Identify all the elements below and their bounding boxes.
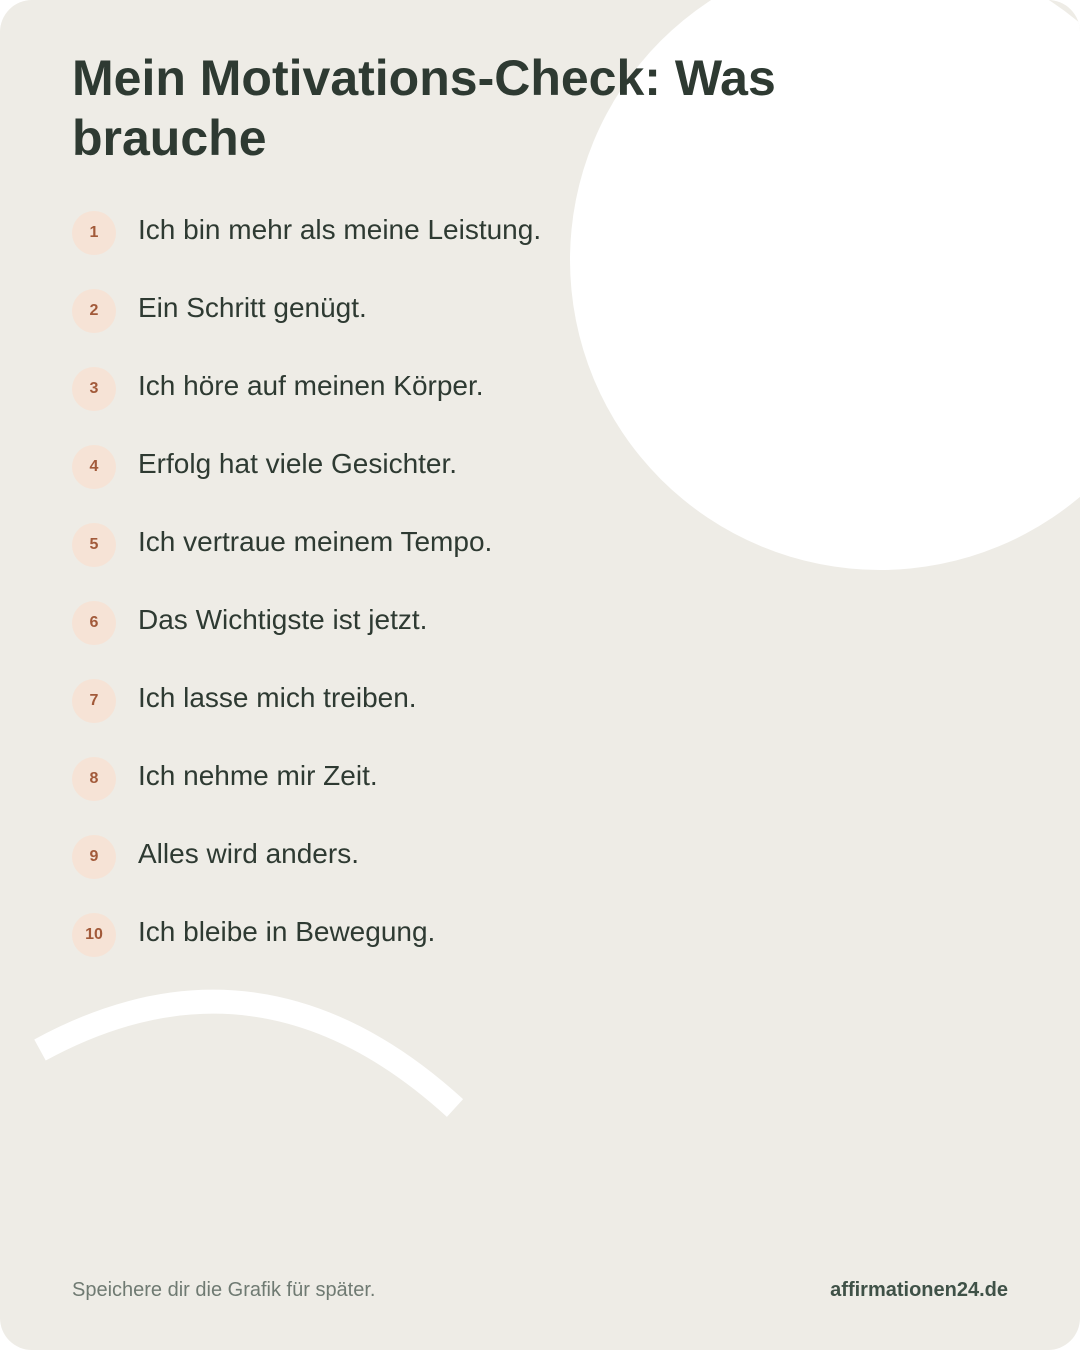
number-badge: 4 bbox=[72, 445, 116, 489]
number-badge: 5 bbox=[72, 523, 116, 567]
list-item bbox=[72, 442, 541, 520]
affirmation-text: Erfolg hat viele Gesichter. bbox=[138, 448, 458, 479]
number-badge: 3 bbox=[72, 367, 116, 411]
list-item bbox=[72, 520, 541, 598]
number-badge: 2 bbox=[72, 289, 116, 333]
number-badge: 8 bbox=[72, 757, 116, 801]
footer-brand: affirmationen24.de bbox=[830, 1279, 1008, 1301]
page-title: Mein Motivations-Check: Was brauche bbox=[72, 50, 776, 166]
number-badge: 10 bbox=[72, 913, 116, 957]
list-item bbox=[72, 910, 541, 988]
affirmation-text: Ich lasse mich treiben. bbox=[138, 682, 417, 713]
affirmation-list bbox=[72, 208, 541, 988]
list-item bbox=[72, 364, 541, 442]
list-item bbox=[72, 208, 541, 286]
affirmation-text: Ich höre auf meinen Körper. bbox=[138, 370, 484, 401]
affirmation-text: Ich vertraue meinem Tempo. bbox=[138, 526, 493, 557]
affirmation-text: Das Wichtigste ist jetzt. bbox=[138, 604, 428, 635]
affirmation-text: Ich bleibe in Bewegung. bbox=[138, 916, 436, 947]
number-badge: 9 bbox=[72, 835, 116, 879]
footer-note: Speichere dir die Grafik für später. bbox=[72, 1279, 376, 1301]
number-badge: 7 bbox=[72, 679, 116, 723]
list-item bbox=[72, 598, 541, 676]
number-badge: 6 bbox=[72, 601, 116, 645]
affirmation-text: Ich bin mehr als meine Leistung. bbox=[138, 214, 542, 245]
list-item bbox=[72, 832, 541, 910]
list-item bbox=[72, 286, 541, 364]
affirmation-text: Ich nehme mir Zeit. bbox=[138, 760, 378, 791]
list-item bbox=[72, 676, 541, 754]
number-badge: 1 bbox=[72, 211, 116, 255]
list-item bbox=[72, 754, 541, 832]
affirmation-text: Alles wird anders. bbox=[138, 838, 359, 869]
affirmation-text: Ein Schritt genügt. bbox=[138, 292, 367, 323]
